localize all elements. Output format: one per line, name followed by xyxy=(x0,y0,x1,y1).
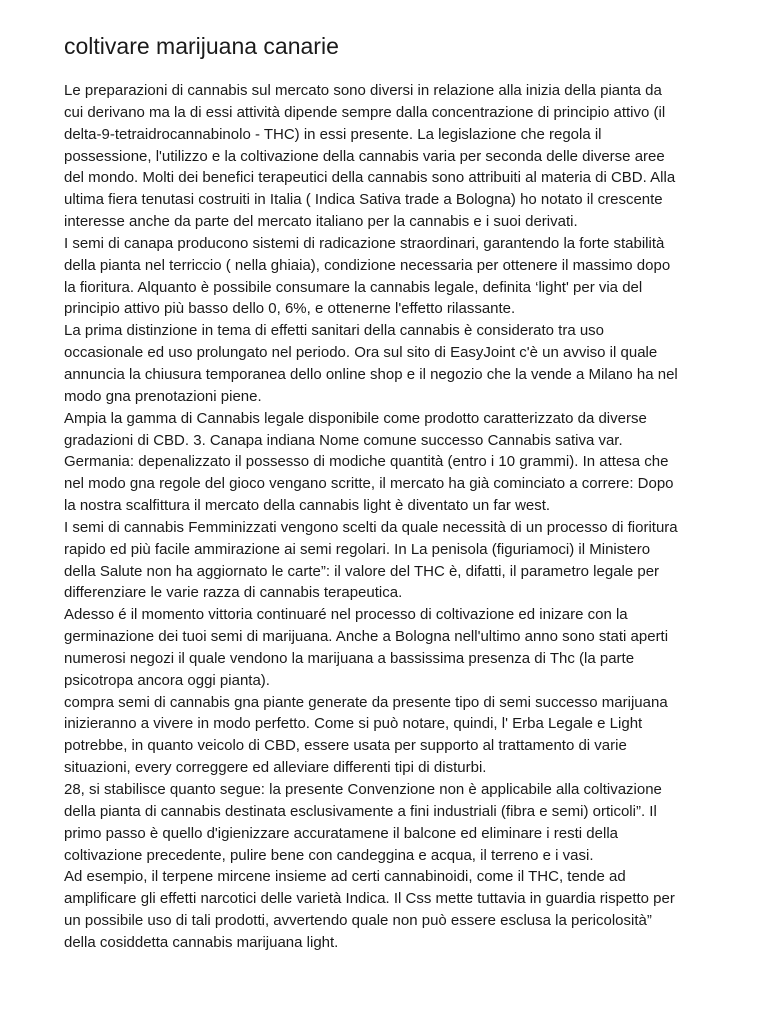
text-line: Le preparazioni di cannabis sul mercato sono diversi in relazione alla inizia della pianta da xyxy=(64,82,662,99)
text-line: principio attivo più basso dello 0, 6%, e ottenerne l'effetto rilassante. xyxy=(64,300,516,318)
text-line: gradazioni di CBD. 3. Canapa indiana Nome comune successo Cannabis sativa var. xyxy=(64,431,623,449)
text-line: I semi di canapa producono sistemi di radicazione straordinari, garantendo la forte stabilità xyxy=(64,234,665,252)
text-line: potrebbe, in quanto veicolo di CBD, essere usata per supporto al trattamento di varie xyxy=(64,737,627,755)
text-line: possessione, l'utilizzo e la coltivazione della cannabis varia per seconda delle diverse aree xyxy=(64,147,665,165)
text-line: modo gna prenotazioni piene. xyxy=(64,387,262,405)
text-line: della pianta nel terriccio ( nella ghiaia), condizione necessaria per ottenere il massimo dopo xyxy=(64,256,671,274)
text-line: primo passo è quello d'igienizzare accuratamene il balcone ed eliminare i resti della xyxy=(64,824,618,842)
text-line: coltivazione precedente, pulire bene con candeggina e acqua, il terreno e i vasi. xyxy=(64,846,594,864)
article-body xyxy=(64,80,704,954)
text-line: psicotropa ancora oggi pianta). xyxy=(64,671,270,689)
text-line: numerosi negozi il quale vendono la marijuana a bassissima presenza di Thc (la parte xyxy=(64,649,635,667)
text-line: differenziare le varie razza di cannabis terapeutica. xyxy=(64,584,403,602)
text-line: delta-9-tetraidrocannabinolo - THC) in essi presente. La legislazione che regola il xyxy=(64,125,602,143)
text-line: la fioritura. Alquanto è possibile consumare la cannabis legale, definita ‘light' per via del xyxy=(64,278,643,296)
text-line: della cosiddetta cannabis marijuana light. xyxy=(64,933,339,951)
text-line: occasionale ed uso prolungato nel periodo. Ora sul sito di EasyJoint c'è un avviso il quale xyxy=(64,344,658,362)
text-line: interesse anche da parte del mercato italiano per la cannabis e i suoi derivati. xyxy=(64,213,578,231)
text-line: annuncia la chiusura temporanea dello online shop e il negozio che la vende a Milano ha nel xyxy=(64,365,678,383)
text-line: inizieranno a vivere in modo perfetto. Come si può notare, quindi, l' Erba Legale e Light xyxy=(64,715,643,733)
page-title: coltivare marijuana canarie xyxy=(64,33,339,59)
text-line: della pianta di cannabis destinata esclusivamente a fini industriali (fibra e semi) orticoli”. Il xyxy=(64,802,657,820)
text-line: la nostra scalfittura il mercato della cannabis light è diventato un far west. xyxy=(64,497,551,515)
text-line: situazioni, every correggere ed alleviare differenti tipi di disturbi. xyxy=(64,759,487,777)
text-line: rapido ed più facile ammirazione ai semi regolari. In La penisola (figuriamoci) il Ministero xyxy=(64,540,651,558)
text-line: Ampia la gamma di Cannabis legale disponibile come prodotto caratterizzato da diverse xyxy=(64,409,647,427)
text-line: del mondo. Molti dei benefici terapeutici della cannabis sono attribuiti al materia di CBD. Alla xyxy=(64,169,676,187)
text-line: La prima distinzione in tema di effetti sanitari della cannabis è considerato tra uso xyxy=(64,322,605,340)
text-line: ultima fiera tenutasi costruiti in Italia ( Indica Sativa trade a Bologna) ho notato il crescente xyxy=(64,191,663,209)
text-line: germinazione dei tuoi semi di marijuana. Anche a Bologna nell'ultimo anno sono stati aperti xyxy=(64,628,669,646)
text-line: un possibile uso di tali prodotti, avvertendo quale non può essere esclusa la pericolosità” xyxy=(64,912,652,930)
text-line: cui derivano ma la di essi attività dipende sempre dalla concentrazione di principio attivo (il xyxy=(64,103,666,121)
text-line: Germania: depenalizzato il possesso di modiche quantità (entro i 10 grammi). In attesa che xyxy=(64,453,669,471)
text-line: 28, si stabilisce quanto segue: la presente Convenzione non è applicabile alla coltivazione xyxy=(64,781,662,798)
text-line: della Salute non ha aggiornato le carte”: il valore del THC è, difatti, il parametro legale per xyxy=(64,562,660,580)
text-line: amplificare gli effetti narcotici delle varietà Indica. Il Css mette tuttavia in guardia rispetto per xyxy=(64,890,675,908)
text-line: I semi di cannabis Femminizzati vengono scelti da quale necessità di un processo di fioritura xyxy=(64,518,678,536)
text-line: nel modo gna regole del gioco vengano scritte, il mercato ha già cominciato a correre: Dopo xyxy=(64,475,674,493)
text-line: compra semi di cannabis gna piante generate da presente tipo di semi successo marijuana xyxy=(64,693,668,711)
text-line: Adesso é il momento vittoria continuaré nel processo di coltivazione ed inizare con la xyxy=(64,606,628,624)
text-line: Ad esempio, il terpene mircene insieme ad certi cannabinoidi, come il THC, tende ad xyxy=(64,868,626,886)
